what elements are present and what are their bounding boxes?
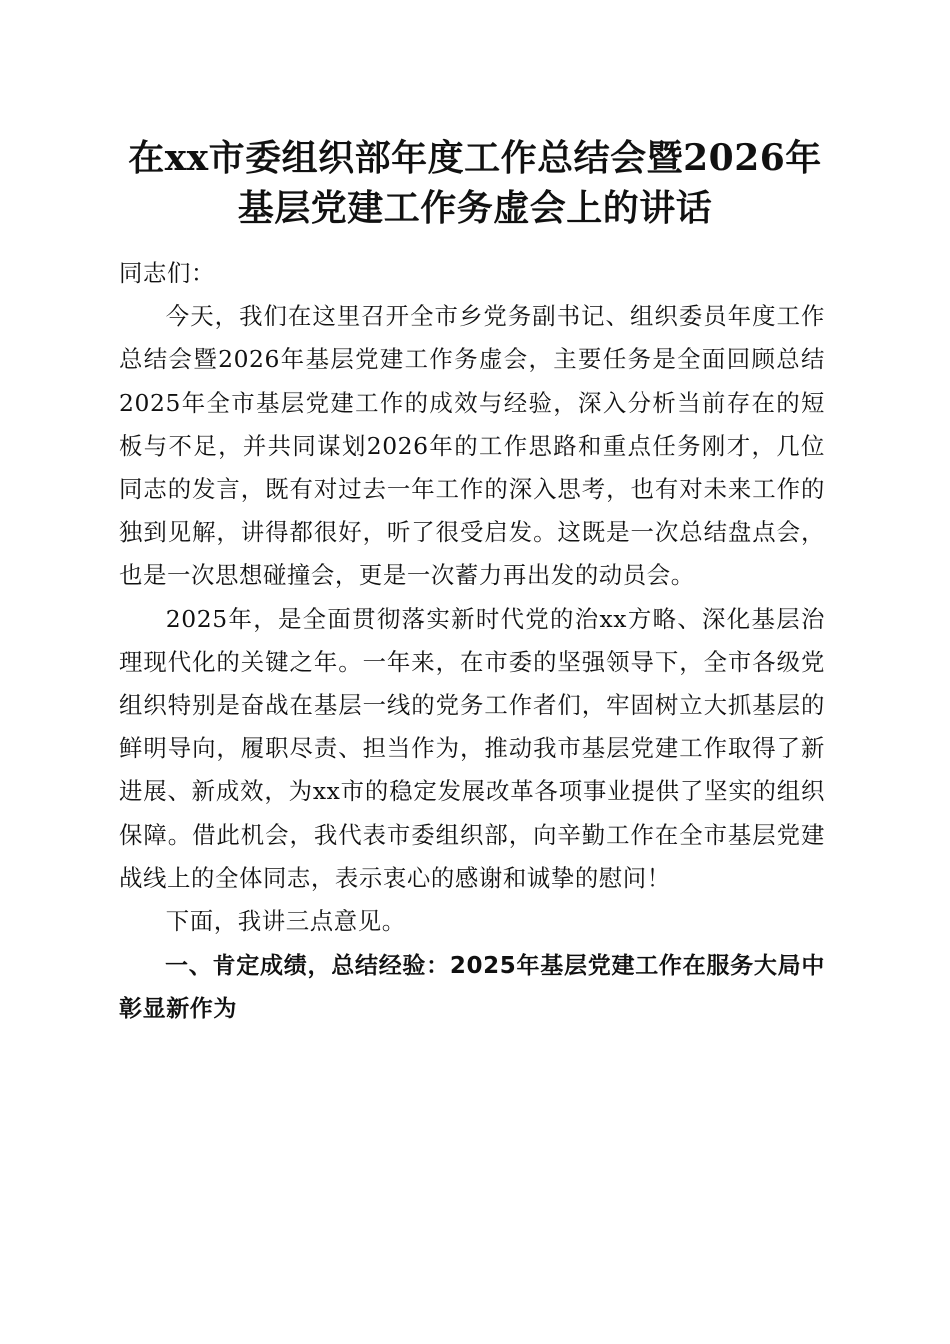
- body-paragraph: 2025年，是全面贯彻落实新时代党的治xx方略、深化基层治理现代化的关键之年。一年来，在市委的坚强领导下，全市各级党组织特别是奋战在基层一线的党务工作者们，牢固树立大抓基层的鲜明导向，履职尽责、担当作为，推动我市基层党建工作取得了新进展、新成效，为xx市的稳定发展改革各项事业提供了坚实的组织保障。借此机会，我代表市委组织部，向辛勤工作在全市基层党建战线上的全体同志，表示衷心的感谢和诚挚的慰问！: [119, 604, 825, 892]
- salutation: 同志们：: [119, 259, 215, 287]
- document-title: 在xx市委组织部年度工作总结会暨2026年基层党建工作务虚会上的讲话: [128, 137, 822, 229]
- document-body: [119, 252, 825, 1032]
- section-heading: 一、肯定成绩，总结经验：2025年基层党建工作在服务大局中彰显新作为: [119, 953, 825, 1023]
- body-paragraph: 今天，我们在这里召开全市乡党务副书记、组织委员年度工作总结会暨2026年基层党建工作务虚会，主要任务是全面回顾总结2025年全市基层党建工作的成效与经验，深入分析当前存在的短板与不足，并共同谋划2026年的工作思路和重点任务刚才，几位同志的发言，既有对过去一年工作的深入思考，也有对未来工作的独到见解，讲得都很好，听了很受启发。这既是一次总结盘点会，也是一次思想碰撞会，更是一次蓄力再出发的动员会。: [119, 302, 825, 590]
- body-paragraph: 下面，我讲三点意见。: [165, 907, 406, 936]
